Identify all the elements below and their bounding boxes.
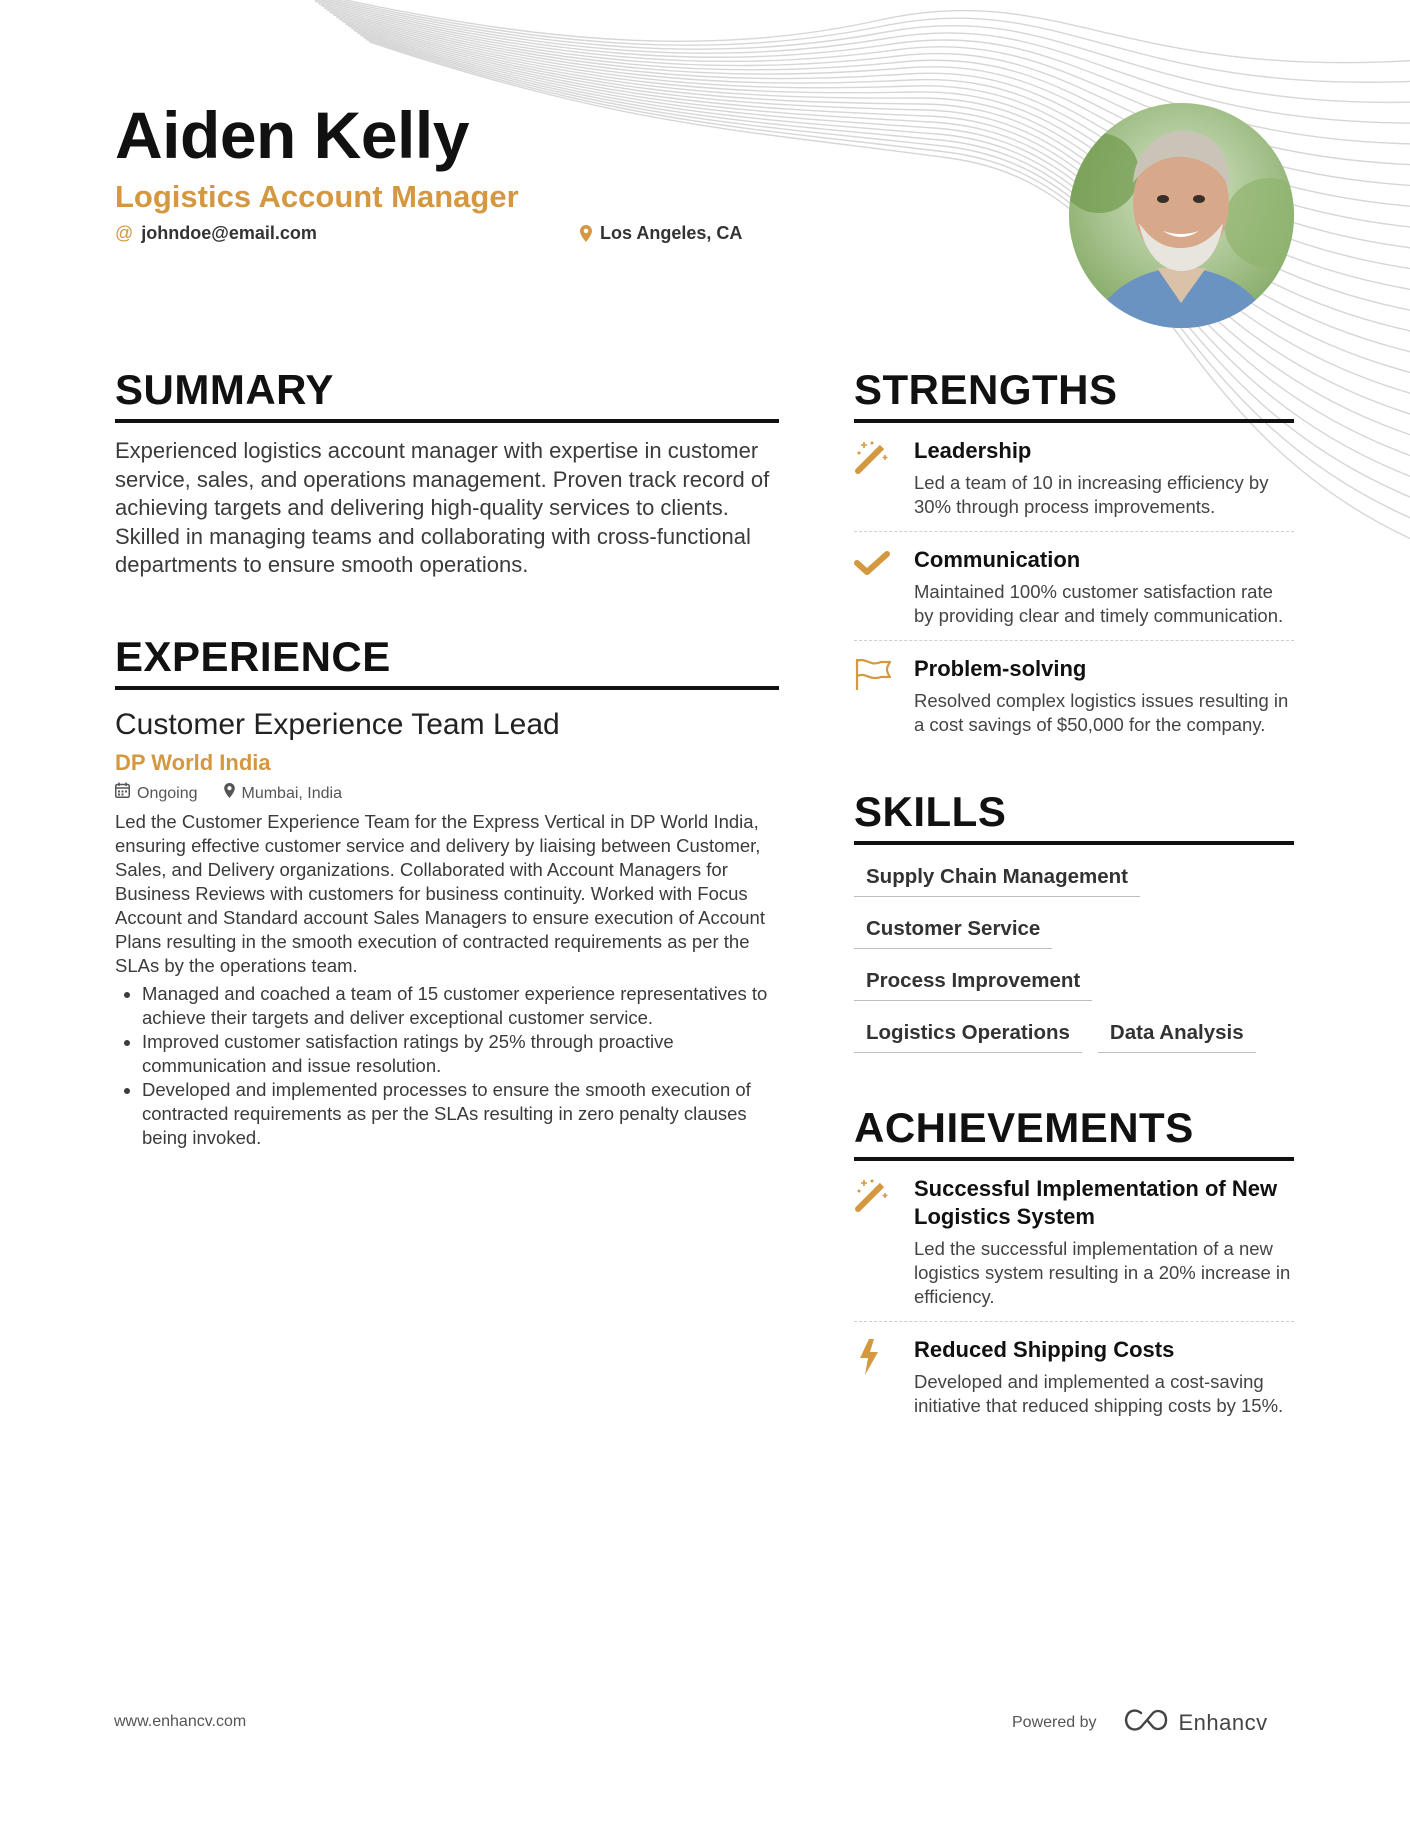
summary-heading: SUMMARY xyxy=(115,365,779,423)
wave-line xyxy=(300,0,1410,63)
profile-photo xyxy=(1069,103,1294,328)
left-column xyxy=(115,365,779,1150)
strength-title: Communication xyxy=(914,547,1081,572)
job-title: Customer Experience Team Lead xyxy=(115,707,560,741)
job-description: Led the Customer Experience Team for the Express Vertical in DP World India, ensuring effective customer service and delivery by liaising between Customer, Sales, and Delivery organizations. Collaborated with Account Managers for Business Reviews with customers for business continuity. Worked with Focus Account and Standard account Sales Managers to ensure execution of Account Plans resulting in the smooth execution of contracted requirements as per the SLAs by the operations team. xyxy=(115,810,765,976)
experience-heading: EXPERIENCE xyxy=(115,632,779,690)
summary-text: Experienced logistics account manager with expertise in customer service, sales, and operations management. Proven track record of achieving targets and delivering high-quality services to clients. Skilled in managing teams and collaborating with cross-functional departments to ensure smooth operations. xyxy=(115,438,770,577)
enhancv-logo-text: Enhancv xyxy=(1178,1710,1268,1735)
job-bullet: • Improved customer satisfaction ratings by 25% through proactive communication and issue resolution. xyxy=(142,1030,779,1078)
wave-line xyxy=(303,0,1410,82)
location-text: Los Angeles, CA xyxy=(600,223,743,243)
candidate-title: Logistics Account Manager xyxy=(115,179,519,214)
job-bullets xyxy=(115,982,779,1150)
achievement-title: Reduced Shipping Costs xyxy=(914,1337,1175,1362)
summary-section xyxy=(115,365,779,580)
job-date xyxy=(115,782,198,806)
strength-text: Resolved complex logistics issues resulting in a cost savings of $50,000 for the company. xyxy=(914,690,1289,735)
contact-info xyxy=(115,223,1015,253)
achievement-text: Developed and implemented a cost-saving initiative that reduced shipping costs by 15%. xyxy=(914,1371,1284,1416)
candidate-name: Aiden Kelly xyxy=(115,98,469,172)
achievement-text: Led the successful implementation of a new logistics system resulting in a 20% increase in efficiency. xyxy=(914,1238,1291,1307)
check-icon xyxy=(854,546,890,628)
skill-tag: Logistics Operations xyxy=(854,1015,1082,1053)
flag-icon xyxy=(854,655,890,737)
strength-text: Maintained 100% customer satisfaction rate by providing clear and timely communication. xyxy=(914,581,1284,626)
enhancv-logo-icon xyxy=(1123,1708,1169,1738)
strength-item xyxy=(854,423,1294,532)
strength-title: Leadership xyxy=(914,438,1032,463)
location-pin-icon xyxy=(580,225,592,242)
skills-list xyxy=(854,859,1294,1053)
strengths-heading: STRENGTHS xyxy=(854,365,1294,423)
magic-wand-icon xyxy=(854,1175,890,1309)
skill-tag: Supply Chain Management xyxy=(854,859,1140,897)
strengths-section xyxy=(854,365,1294,749)
skills-heading: SKILLS xyxy=(854,787,1294,845)
right-column xyxy=(854,365,1294,1430)
achievement-item xyxy=(854,1161,1294,1322)
strength-item xyxy=(854,641,1294,749)
job-meta xyxy=(115,782,779,806)
achievement-title: Successful Implementation of New Logistics System xyxy=(914,1176,1278,1229)
magic-wand-icon xyxy=(854,437,890,519)
job-bullet: • Managed and coached a team of 15 customer experience representatives to achieve their targets and deliver exceptional customer service. xyxy=(142,982,779,1030)
achievements-heading: ACHIEVEMENTS xyxy=(854,1103,1294,1161)
skill-tag: Process Improvement xyxy=(854,963,1092,1001)
footer-branding xyxy=(1012,1708,1268,1738)
email-contact[interactable] xyxy=(115,223,317,244)
resume-header xyxy=(115,95,1015,253)
strength-item xyxy=(854,532,1294,641)
job-location-text: Mumbai, India xyxy=(241,784,342,802)
location-pin-icon xyxy=(224,782,235,806)
calendar-icon xyxy=(115,782,130,806)
skills-section xyxy=(854,787,1294,1053)
strength-title: Problem-solving xyxy=(914,656,1087,681)
footer-website[interactable]: www.enhancv.com xyxy=(114,1713,247,1730)
lightning-icon xyxy=(854,1336,890,1418)
job-date-text: Ongoing xyxy=(137,784,198,802)
skill-tag: Customer Service xyxy=(854,911,1052,949)
powered-by-label: Powered by xyxy=(1012,1714,1097,1731)
skill-tag: Data Analysis xyxy=(1098,1015,1256,1053)
enhancv-logo[interactable] xyxy=(1123,1708,1268,1738)
email-text: johndoe@email.com xyxy=(141,223,317,243)
wave-line xyxy=(306,0,1410,102)
job-bullet: • Developed and implemented processes to ensure the smooth execution of contracted requirements as per the SLAs resulting in zero penalty clauses being invoked. xyxy=(142,1078,779,1150)
job-entry xyxy=(115,706,779,1150)
achievement-item xyxy=(854,1322,1294,1430)
strength-text: Led a team of 10 in increasing efficiency by 30% through process improvements. xyxy=(914,472,1269,517)
company-name: DP World India xyxy=(115,749,271,775)
location-contact xyxy=(580,223,742,244)
job-location xyxy=(224,782,343,806)
achievements-section xyxy=(854,1103,1294,1430)
experience-section xyxy=(115,632,779,1150)
at-icon: @ xyxy=(115,223,134,243)
